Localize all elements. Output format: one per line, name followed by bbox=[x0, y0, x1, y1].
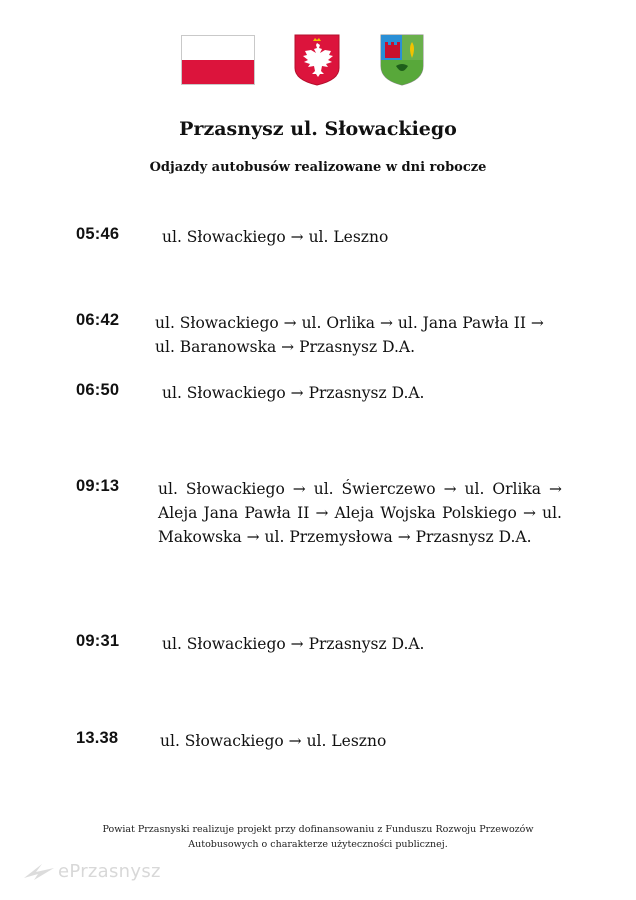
polish-eagle-emblem bbox=[294, 34, 340, 86]
departure-time: 13.38 bbox=[76, 729, 119, 747]
departure-route: ul. Słowackiego → Przasnysz D.A. bbox=[162, 635, 425, 653]
departure-time: 06:50 bbox=[76, 381, 120, 399]
footer-note bbox=[0, 822, 636, 852]
county-coat-of-arms bbox=[380, 34, 424, 86]
departure-route: ul. Słowackiego → Przasnysz D.A. bbox=[162, 384, 425, 402]
flag-red-stripe bbox=[182, 60, 254, 84]
footer-line: Autobusowych o charakterze użyteczności publicznej. bbox=[188, 839, 448, 850]
departure-route: ul. Słowackiego → ul. Orlika → ul. Jana Pawła II → ul. Baranowska → Przasnysz D.A. bbox=[155, 314, 544, 356]
emblems-row bbox=[0, 34, 636, 88]
departure-route: ul. Słowackiego → ul. Leszno bbox=[160, 732, 387, 750]
departure-route: ul. Słowackiego → ul. Świerczewo → ul. Orlika → Aleja Jana Pawła II → Aleja Wojska Polskiego → ul. Makowska → ul. Przemysłowa → Przasnysz D.A. bbox=[158, 480, 562, 546]
departure-time: 09:31 bbox=[76, 632, 120, 650]
departure-route: ul. Słowackiego → ul. Leszno bbox=[162, 228, 389, 246]
departure-time: 05:46 bbox=[76, 225, 120, 243]
watermark-logo-icon bbox=[22, 858, 56, 884]
page-subtitle: Odjazdy autobusów realizowane w dni robocze bbox=[149, 160, 487, 175]
departure-time: 06:42 bbox=[76, 311, 120, 329]
watermark-text: ePrzasnysz bbox=[58, 861, 161, 882]
page-title: Przasnysz ul. Słowackiego bbox=[179, 118, 457, 140]
departure-time: 09:13 bbox=[76, 477, 120, 495]
watermark bbox=[22, 858, 162, 886]
polish-flag bbox=[181, 35, 255, 85]
footer-line: Powiat Przasnyski realizuje projekt przy dofinansowaniu z Funduszu Rozwoju Przewozów bbox=[102, 824, 534, 835]
flag-white-stripe bbox=[182, 36, 254, 60]
